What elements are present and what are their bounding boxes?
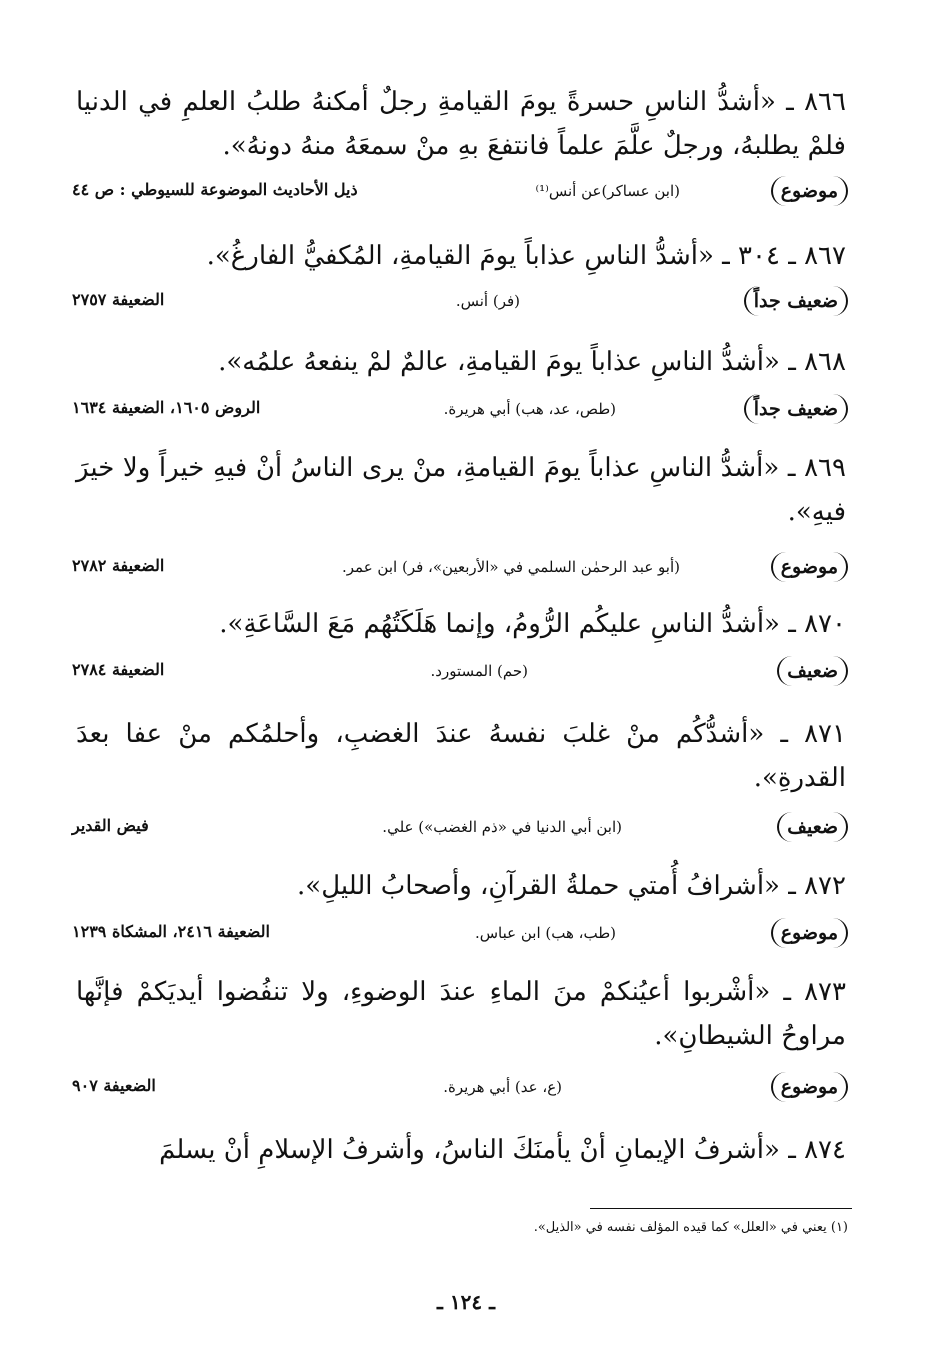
narrator: (أبو عبد الرحمٰن السلمي في «الأربعين»، فر) ابن عمر. xyxy=(342,558,680,576)
hadith-868: ٨٦٨ ـ «أشدُّ الناسِ عذاباً يومَ القيامةِ، عالمٌ لمْ ينفعهُ علمُه». xyxy=(218,347,846,377)
reference: الضعيفة ٢٧٥٧ xyxy=(72,290,165,309)
source-line-871 xyxy=(72,812,848,846)
footnote-divider xyxy=(590,1208,852,1209)
narrator: (طص، عد، هب) أبي هريرة. xyxy=(443,400,616,418)
hadith-867: ٨٦٧ ـ ٣٠٤ ـ «أشدُّ الناسِ عذاباً يومَ القيامةِ، المُكفيُّ الفارغُ». xyxy=(206,241,846,271)
footnote: (١) يعني في «العلل» كما قيده المؤلف نفسه في «الذيل». xyxy=(533,1220,848,1235)
reference: الضعيفة ٢٧٨٢ xyxy=(72,556,165,575)
source-line-866 xyxy=(72,176,848,210)
source-line-870 xyxy=(72,656,848,690)
narrator: (فر) أنس. xyxy=(455,292,520,310)
reference: الروض ١٦٠٥، الضعيفة ١٦٣٤ xyxy=(72,398,261,417)
narrator: (طب، هب) ابن عباس. xyxy=(474,924,616,942)
grade-badge: موضوع xyxy=(771,552,848,582)
grade-badge: موضوع xyxy=(771,176,848,206)
grade-badge: ضعيف xyxy=(777,812,848,842)
source-line-872 xyxy=(72,918,848,952)
hadith-870: ٨٧٠ ـ «أشدُّ الناسِ عليكُم الرُّومُ، وإنما هَلَكَتُهُم مَعَ السَّاعَةِ». xyxy=(219,609,846,639)
narrator: (ع، عد) أبي هريرة. xyxy=(443,1078,562,1096)
source-line-869 xyxy=(72,552,848,586)
reference: فيض القدير xyxy=(72,816,149,835)
reference: الضعيفة ٢٤١٦، المشكاة ١٢٣٩ xyxy=(72,922,270,941)
hadith-869: ٨٦٩ ـ «أشدُّ الناسِ عذاباً يومَ القيامةِ، منْ يرى الناسُ أنْ فيهِ خيراً ولا خيرَ فيهِ». xyxy=(76,453,846,527)
narrator: (ابن أبي الدنيا في «ذم الغضب») علي. xyxy=(382,818,622,836)
hadith-874: ٨٧٤ ـ «أشرفُ الإيمانِ أنْ يأمنَكَ الناسُ، وأشرفُ الإسلامِ أنْ يسلمَ xyxy=(159,1135,846,1165)
hadith-872: ٨٧٢ ـ «أشرافُ أُمتي حملةُ القرآنِ، وأصحابُ الليلِ». xyxy=(297,871,846,901)
narrator: (ابن عساكر)عن أنس⁽¹⁾ xyxy=(535,182,680,200)
grade-badge: موضوع xyxy=(771,1072,848,1102)
grade-badge: ضعيف xyxy=(777,656,848,686)
hadith-866: ٨٦٦ ـ «أشدُّ الناسِ حسرةً يومَ القيامةِ رجلٌ أمكنهُ طلبُ العلمِ في الدنيا فلمْ يطلبهُ، ورجلٌ علَّمَ علماً فانتفعَ بهِ منْ سمعَهُ منهُ دونهُ». xyxy=(76,87,846,161)
grade-badge: موضوع xyxy=(771,918,848,948)
reference: الضعيفة ٢٧٨٤ xyxy=(72,660,165,679)
grade-badge: ضعيف جداً xyxy=(744,286,848,316)
source-line-873 xyxy=(72,1072,848,1106)
reference: ذيل الأحاديث الموضوعة للسيوطي : ص ٤٤ xyxy=(72,180,358,199)
hadith-873: ٨٧٣ ـ «أشْربوا أعيُنكمْ منَ الماءِ عندَ الوضوءِ، ولا تنفُضوا أيديَكمْ فإنَّها مراوحُ الشيطانِ». xyxy=(76,977,846,1051)
narrator: (حم) المستورد. xyxy=(430,662,528,680)
hadith-871: ٨٧١ ـ «أشدُّكُم منْ غلبَ نفسهُ عندَ الغضبِ، وأحلمُكم منْ عفا بعدَ القدرةِ». xyxy=(76,719,846,793)
grade-badge: ضعيف جداً xyxy=(744,394,848,424)
source-line-867 xyxy=(72,286,848,320)
reference: الضعيفة ٩٠٧ xyxy=(72,1076,156,1095)
page-number: ـ ١٢٤ ـ xyxy=(437,1290,495,1314)
source-line-868 xyxy=(72,394,848,428)
